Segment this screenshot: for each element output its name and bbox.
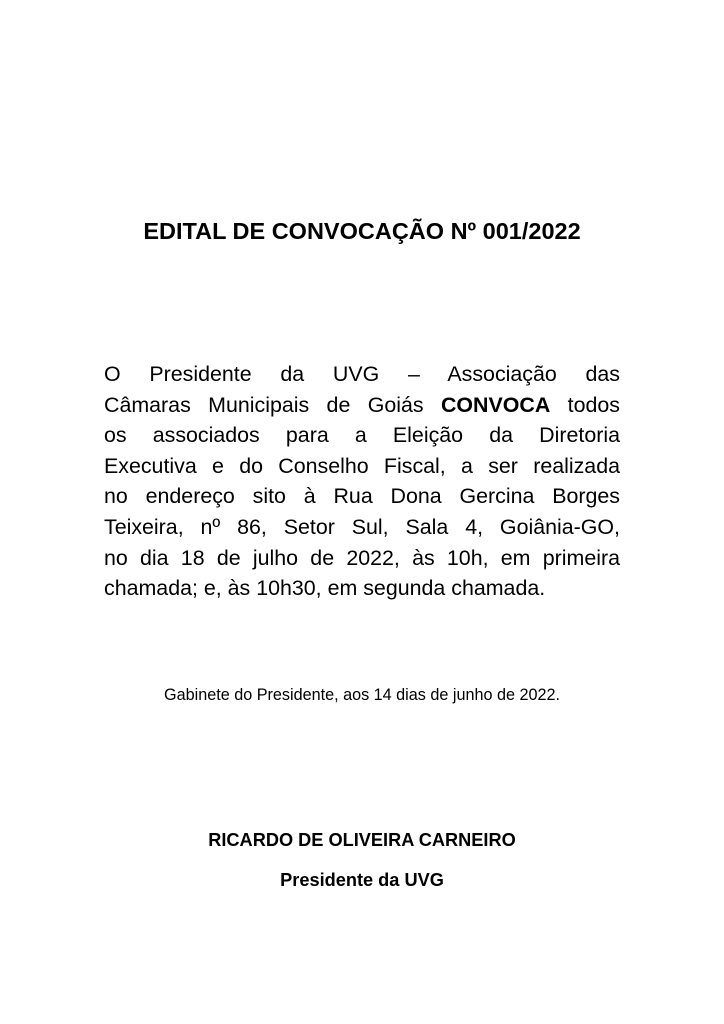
paragraph-line: chamada; e, às 10h30, em segunda chamada. (104, 576, 546, 601)
paragraph-line: no dia 18 de julho de 2022, às 10h, em primeira (104, 545, 620, 570)
paragraph-line: O Presidente da UVG – Associação das (104, 362, 620, 386)
paragraph-text: todos (550, 392, 620, 417)
paragraph-line: Teixeira, nº 86, Setor Sul, Sala 4, Goiânia-GO, (104, 514, 620, 539)
paragraph-line: no endereço sito à Rua Dona Gercina Borges (104, 484, 620, 509)
convocation-paragraph (104, 359, 620, 604)
signer-name: RICARDO DE OLIVEIRA CARNEIRO (208, 830, 516, 850)
paragraph-line (104, 390, 620, 421)
paragraph-line: os associados para a Eleição da Diretoria (104, 423, 620, 448)
date-place-line: Gabinete do Presidente, aos 14 dias de junho de 2022. (164, 686, 560, 704)
document-title: EDITAL DE CONVOCAÇÃO Nº 001/2022 (143, 218, 581, 244)
convoca-emphasis: CONVOCA (440, 392, 551, 417)
paragraph-line: Executiva e do Conselho Fiscal, a ser realizada (104, 453, 620, 478)
paragraph-text: Câmaras Municipais de Goiás (104, 392, 441, 417)
signer-title: Presidente da UVG (280, 870, 444, 890)
